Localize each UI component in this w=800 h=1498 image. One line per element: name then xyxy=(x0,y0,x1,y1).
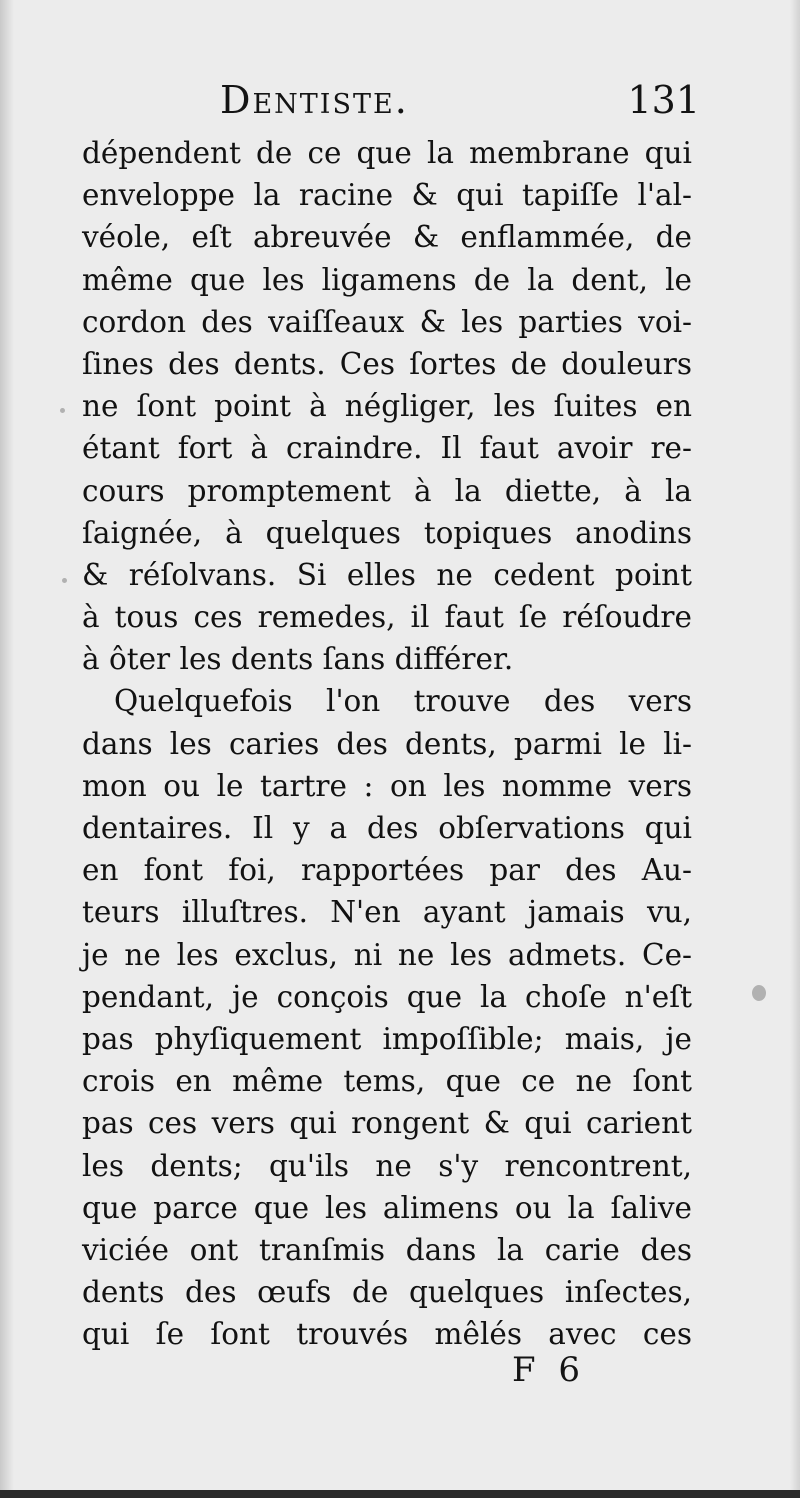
text-line: dentaires. Il y a des obſervations qui xyxy=(82,811,692,845)
text-line: mon ou le tartre : on les nomme vers xyxy=(82,768,692,803)
body-text xyxy=(82,132,692,1355)
text-line: pendant, je conçois que la choſe n'eſt xyxy=(82,979,692,1014)
text-line: ſaignée, à quelques topiques anodins xyxy=(82,515,692,550)
text-line: dents des œufs de quelques inſectes, xyxy=(82,1275,692,1310)
paragraph-start-line: Quelquefois l'on trouve des vers xyxy=(114,684,692,719)
text-line: cours promptement à la diette, à la xyxy=(82,473,692,508)
scan-bottom-edge xyxy=(0,1490,800,1498)
text-line: même que les ligamens de la dent, le xyxy=(82,262,692,297)
text-line: pas phyſiquement impoſſible; mais, je xyxy=(82,1021,692,1056)
text-line: que parce que les alimens ou la ſalive xyxy=(82,1190,692,1225)
text-line: ſines des dents. Ces ſortes de douleurs xyxy=(82,346,692,381)
text-line: dépendent de ce que la membrane qui xyxy=(82,136,692,170)
text-line: les dents; qu'ils ne s'y rencontrent, xyxy=(82,1148,692,1183)
text-line: crois en même tems, que ce ne ſont xyxy=(82,1064,692,1099)
text-line: je ne les exclus, ni ne les admets. Ce- xyxy=(82,937,692,972)
text-line: pas ces vers qui rongent & qui carient xyxy=(82,1106,692,1141)
text-line: qui ſe ſont trouvés mêlés avec ces xyxy=(82,1317,692,1352)
binding-shadow xyxy=(0,0,14,1498)
text-line: & réſolvans. Si elles ne cedent point xyxy=(82,557,692,592)
page-header xyxy=(80,70,700,130)
ink-smudge xyxy=(752,985,766,1001)
page-number: 131 xyxy=(627,78,700,122)
text-line: à ôter les dents ſans différer. xyxy=(82,642,514,677)
signature-mark: F 6 xyxy=(512,1350,587,1390)
text-line: véole, eſt abreuvée & enflammée, de xyxy=(82,220,692,255)
ink-dot xyxy=(60,408,65,413)
text-line: en font foi, rapportées par des Au- xyxy=(82,853,692,888)
text-line: cordon des vaiſſeaux & les parties voi- xyxy=(82,304,692,339)
text-line: viciée ont tranſmis dans la carie des xyxy=(82,1232,692,1267)
running-title: Dentiste. xyxy=(220,78,409,122)
text-line: enveloppe la racine & qui tapiſſe l'al- xyxy=(82,178,692,213)
ink-dot xyxy=(62,578,67,583)
text-line: ne ſont point à négliger, les ſuites en xyxy=(82,389,692,424)
text-line: teurs illuſtres. N'en ayant jamais vu, xyxy=(82,895,692,930)
text-line: dans les caries des dents, parmi le li- xyxy=(82,726,692,761)
page-edge-shadow xyxy=(790,0,800,1498)
text-line: à tous ces remedes, il faut ſe réſoudre xyxy=(82,600,692,635)
text-line: étant fort à craindre. Il faut avoir re- xyxy=(82,431,692,466)
